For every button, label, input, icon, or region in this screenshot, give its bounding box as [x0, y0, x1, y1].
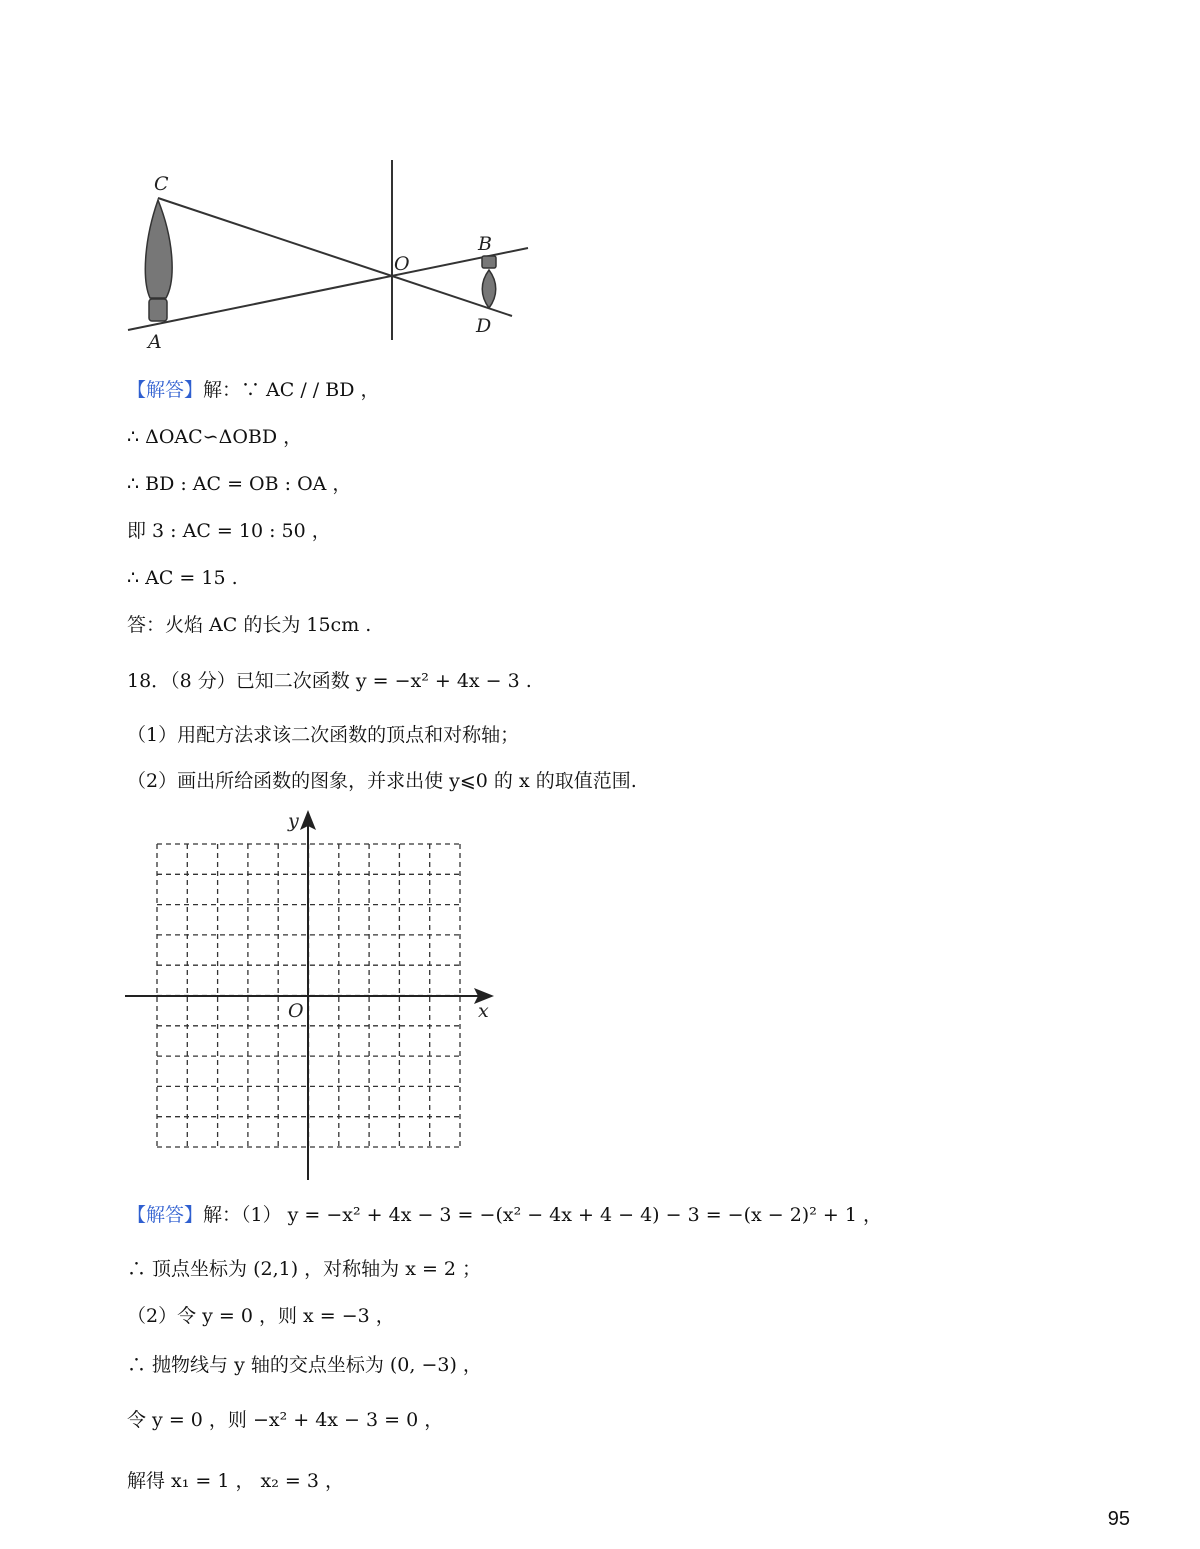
label-c: C — [154, 173, 169, 195]
large-candle-base-icon — [149, 299, 167, 321]
solution-text: 解：∵ AC / / BD ， — [203, 379, 380, 401]
solution18-line-4: ∴ 抛物线与 y 轴的交点坐标为 (0, −3) ， — [127, 1354, 482, 1376]
x-axis-label: x — [478, 1000, 489, 1022]
coordinate-grid — [120, 805, 510, 1185]
large-flame-icon — [145, 200, 172, 298]
problem18-part1: （1）用配方法求该二次函数的顶点和对称轴； — [127, 724, 520, 746]
solution17-line-6: 答：火焰 AC 的长为 15cm . — [127, 614, 372, 636]
small-flame-icon — [482, 270, 496, 308]
y-axis-label: y — [288, 810, 299, 832]
solution18-text: 解：（1） y = −x² + 4x − 3 = −(x² − 4x + 4 − 4) − 3 = −(x − 2)² + 1 ， — [203, 1204, 882, 1226]
small-candle-base-icon — [482, 256, 496, 268]
solution17-line-5: ∴ AC = 15 . — [127, 567, 238, 589]
label-a: A — [148, 331, 162, 353]
solution18-line-1 — [127, 1202, 882, 1228]
pinhole-figure — [120, 160, 540, 360]
solution18-line-6: 解得 x₁ = 1 ， x₂ = 3 ， — [127, 1470, 344, 1492]
problem18-stem: 18．（8 分）已知二次函数 y = −x² + 4x − 3 . — [127, 670, 532, 692]
solution18-line-5: 令 y = 0 ，则 −x² + 4x − 3 = 0 ， — [127, 1409, 444, 1431]
solution17-line-1 — [127, 377, 379, 403]
solution17-line-4: 即 3 : AC = 10 : 50 ， — [127, 520, 331, 542]
origin-label: O — [288, 1000, 304, 1022]
answer-tag: 【解答】 — [127, 379, 204, 401]
solution17-line-3: ∴ BD : AC = OB : OA ， — [127, 473, 352, 495]
answer-tag-2: 【解答】 — [127, 1204, 204, 1226]
label-b: B — [478, 233, 492, 255]
label-o: O — [394, 253, 410, 275]
solution18-line-3: （2）令 y = 0 ，则 x = −3 ， — [127, 1305, 395, 1327]
solution17-line-2: ∴ ΔOAC∽ΔOBD ， — [127, 426, 303, 448]
label-d: D — [476, 315, 492, 337]
solution18-line-2: ∴ 顶点坐标为 (2,1) ，对称轴为 x = 2 ； — [127, 1258, 482, 1280]
problem18-part2: （2）画出所给函数的图象，并求出使 y⩽0 的 x 的取值范围. — [127, 770, 637, 792]
page-number: 95 — [1107, 1508, 1130, 1530]
